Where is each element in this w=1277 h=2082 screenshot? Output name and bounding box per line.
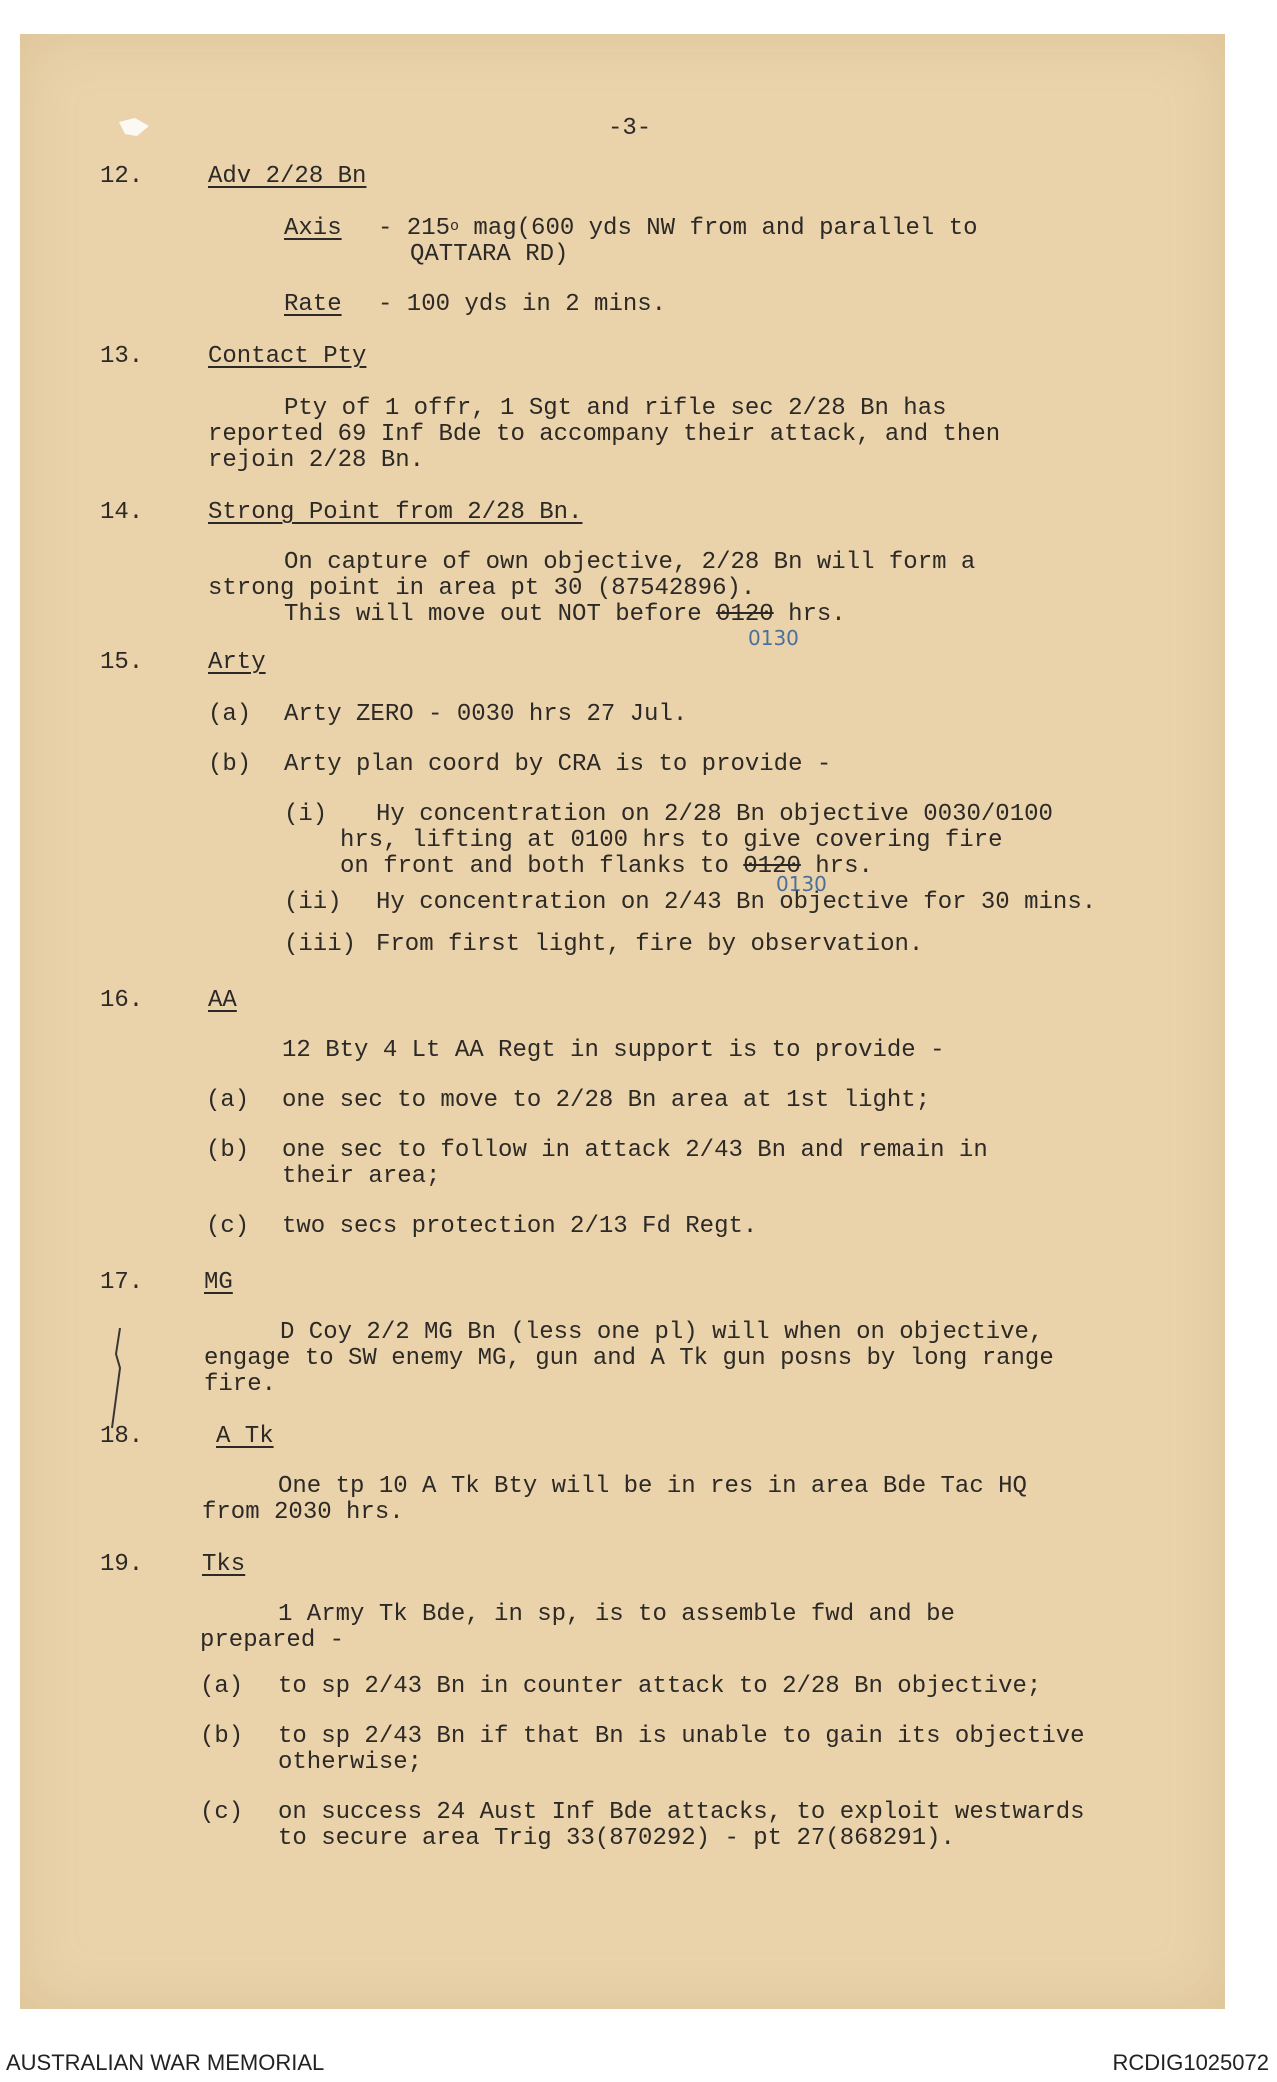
document-text [20,34,1225,2009]
mg-line-2: engage to SW enemy MG, gun and A Tk gun posns by long range [204,1345,1054,1372]
aa-intro: 12 Bty 4 Lt AA Regt in support is to provide - [282,1037,945,1064]
handwritten-correction-2: 0130 [776,872,827,896]
aa-b-label: (b) [206,1137,250,1164]
tks-b-line-1: to sp 2/43 Bn if that Bn is unable to gain its objective [278,1723,1085,1750]
tks-b-line-2: otherwise; [278,1749,423,1776]
axis-text: - 215$^o$ mag(600 yds NW from and parallel to [378,215,978,242]
aa-a-text: one sec to move to 2/28 Bn area at 1st light; [282,1087,931,1114]
section-heading-strong-point: Strong Point from 2/28 Bn. [208,499,583,526]
rate-text: - 100 yds in 2 mins. [378,291,667,318]
arty-i-line-1: Hy concentration on 2/28 Bn objective 0030/0100 [376,801,1053,828]
aa-c-label: (c) [206,1213,250,1240]
strong-point-line-3: This will move out NOT before 0120 hrs. [284,601,846,628]
mg-line-3: fire. [204,1371,277,1398]
tks-line-2: prepared - [200,1627,345,1654]
section-number-16: 16. [100,987,144,1014]
arty-i-label: (i) [284,801,328,828]
section-number-13: 13. [100,343,144,370]
struck-time-2: 0120 [743,853,801,880]
a-tk-line-2: from 2030 hrs. [202,1499,404,1526]
tks-c-label: (c) [200,1799,244,1826]
struck-time: 0120 [716,601,774,628]
section-heading-mg: MG [204,1269,233,1296]
tks-line-1: 1 Army Tk Bde, in sp, is to assemble fwd and be [278,1601,955,1628]
mg-line-1: D Coy 2/2 MG Bn (less one pl) will when on objective, [280,1319,1044,1346]
arty-ii-text: Hy concentration on 2/43 Bn objective for 30 mins. [376,889,1097,916]
tks-b-label: (b) [200,1723,244,1750]
rate-label: Rate [284,291,342,318]
axis-label: Axis [284,215,342,242]
footer-record-id: RCDIG1025072 [1112,2050,1269,2075]
section-number-15: 15. [100,649,144,676]
footer-archive-name: AUSTRALIAN WAR MEMORIAL [6,2050,325,2075]
section-heading-aa: AA [208,987,237,1014]
tks-a-label: (a) [200,1673,244,1700]
section-number-17: 17. [100,1269,144,1296]
handwritten-correction: 0130 [748,626,799,650]
a-tk-line-1: One tp 10 A Tk Bty will be in res in area Bde Tac HQ [278,1473,1027,1500]
section-heading-a-tk: A Tk [216,1423,274,1450]
section-heading-contact: Contact Pty [208,343,367,370]
section-number-19: 19. [100,1551,144,1578]
arty-ii-label: (ii) [284,889,342,916]
document-page [20,34,1225,2009]
tks-a-text: to sp 2/43 Bn in counter attack to 2/28 Bn objective; [278,1673,1042,1700]
strong-point-line-2: strong point in area pt 30 (87542896). [208,575,756,602]
section-number-12: 12. [100,163,144,190]
tks-c-line-1: on success 24 Aust Inf Bde attacks, to exploit westwards [278,1799,1085,1826]
axis-text-cont: QATTARA RD) [410,241,569,268]
section-heading-adv: Adv 2/28 Bn [208,163,367,190]
section-number-14: 14. [100,499,144,526]
aa-b-line-2: their area; [282,1163,441,1190]
strong-point-line-1: On capture of own objective, 2/28 Bn will form a [284,549,976,576]
page-number: -3- [608,115,652,142]
arty-a-text: Arty ZERO - 0030 hrs 27 Jul. [284,701,688,728]
section-heading-tks: Tks [202,1551,246,1578]
contact-line-3: rejoin 2/28 Bn. [208,447,425,474]
contact-line-2: reported 69 Inf Bde to accompany their attack, and then [208,421,1001,448]
arty-iii-label: (iii) [284,931,357,958]
section-heading-arty: Arty [208,649,266,676]
arty-b-text: Arty plan coord by CRA is to provide - [284,751,832,778]
aa-a-label: (a) [206,1087,250,1114]
aa-b-line-1: one sec to follow in attack 2/43 Bn and remain in [282,1137,988,1164]
arty-i-line-2: hrs, lifting at 0100 hrs to give covering fire [340,827,1003,854]
aa-c-text: two secs protection 2/13 Fd Regt. [282,1213,758,1240]
contact-line-1: Pty of 1 offr, 1 Sgt and rifle sec 2/28 Bn has [284,395,947,422]
arty-b-label: (b) [208,751,252,778]
arty-a-label: (a) [208,701,252,728]
arty-i-line-3: on front and both flanks to 0120 hrs. [340,853,873,880]
section-number-18: 18. [100,1423,144,1450]
tks-c-line-2: to secure area Trig 33(870292) - pt 27(868291). [278,1825,955,1852]
arty-iii-text: From first light, fire by observation. [376,931,924,958]
